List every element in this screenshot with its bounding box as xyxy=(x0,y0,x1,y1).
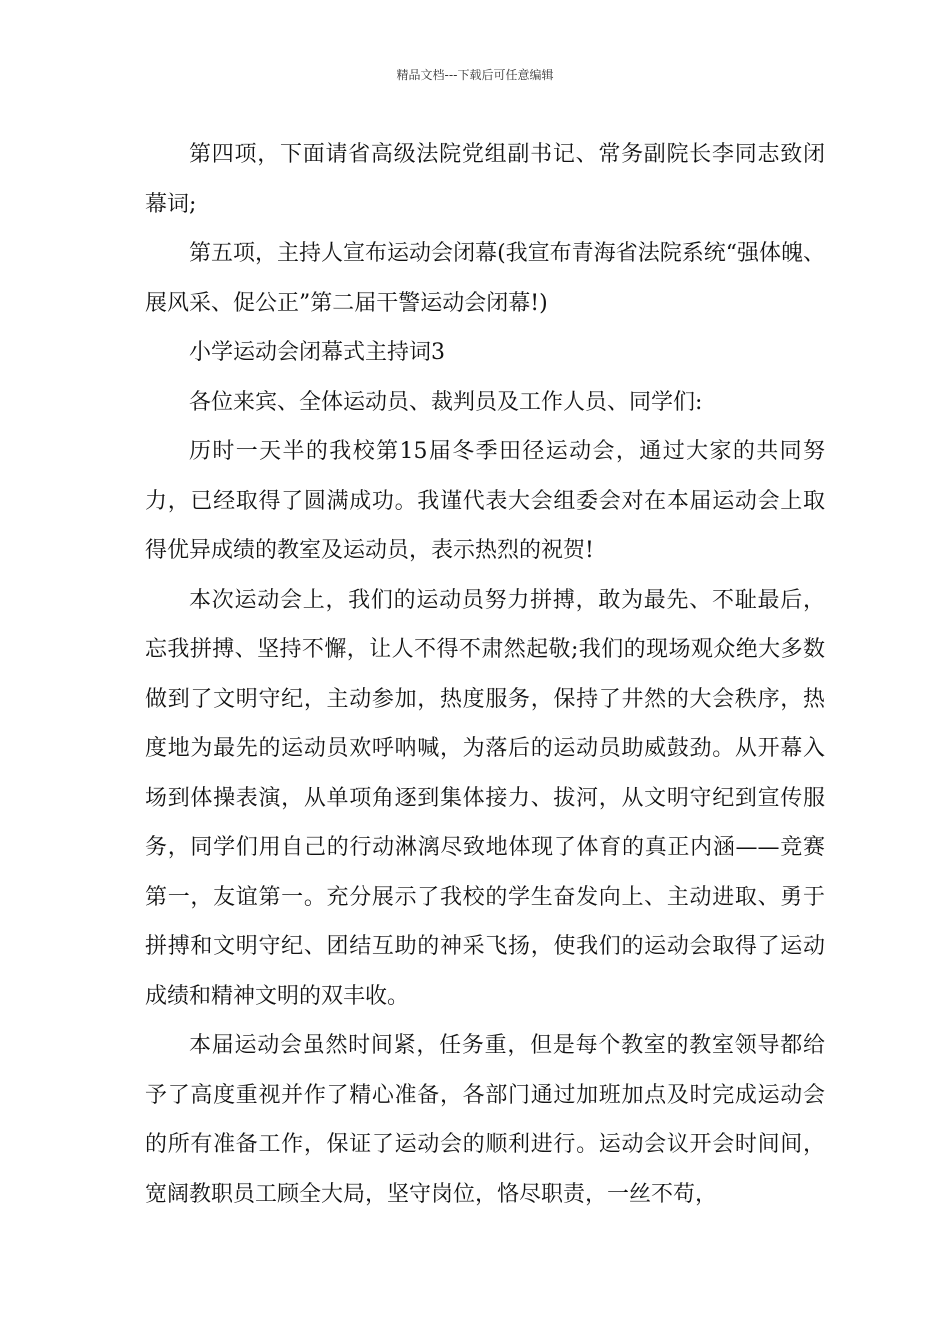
page-header: 精品文档---下载后可任意编辑 xyxy=(396,68,554,82)
paragraph-intro: 历时一天半的我校第15届冬季田径运动会，通过大家的共同努力，已经取得了圆满成功。我谨代表大会组委会对在本届运动会上取得优异成绩的教室及运动员，表示热烈的祝贺! xyxy=(145,439,825,563)
salutation: 各位来宾、全体运动员、裁判员及工作人员、同学们: xyxy=(189,389,703,415)
document-body xyxy=(145,130,825,1219)
paragraph-item-5: 第五项，主持人宣布运动会闭幕(我宣布青海省法院系统“强体魄、展风采、促公正”第二届干警运动会闭幕!) xyxy=(145,241,825,316)
paragraph-staff: 本届运动会虽然时间紧，任务重，但是每个教室的教室领导都给予了高度重视并作了精心准备，各部门通过加班加点及时完成运动会的所有准备工作，保证了运动会的顺利进行。运动会议开会时间间，宽阔教职员工顾全大局，坚守岗位，恪尽职责，一丝不苟， xyxy=(145,1033,825,1207)
section-title: 小学运动会闭幕式主持词3 xyxy=(189,340,445,365)
paragraph-item-4: 第四项，下面请省高级法院党组副书记、常务副院长李同志致闭幕词; xyxy=(145,142,825,217)
paragraph-athletes: 本次运动会上，我们的运动员努力拼搏，敢为最先、不耻最后，忘我拼搏、坚持不懈，让人不得不肃然起敬;我们的现场观众绝大多数做到了文明守纪，主动参加，热度服务，保持了井然的大会秩序，热度地为最先的运动员欢呼呐喊，为落后的运动员助威鼓劲。从开幕入场到体操表演，从单项角逐到集体接力、拔河，从文明守纪到宣传服务，同学们用自己的行动淋漓尽致地体现了体育的真正内涵——竞赛第一，友谊第一。充分展示了我校的学生奋发向上、主动进取、勇于拼搏和文明守纪、团结互助的神采飞扬，使我们的运动会取得了运动成绩和精神文明的双丰收。 xyxy=(145,587,825,1009)
